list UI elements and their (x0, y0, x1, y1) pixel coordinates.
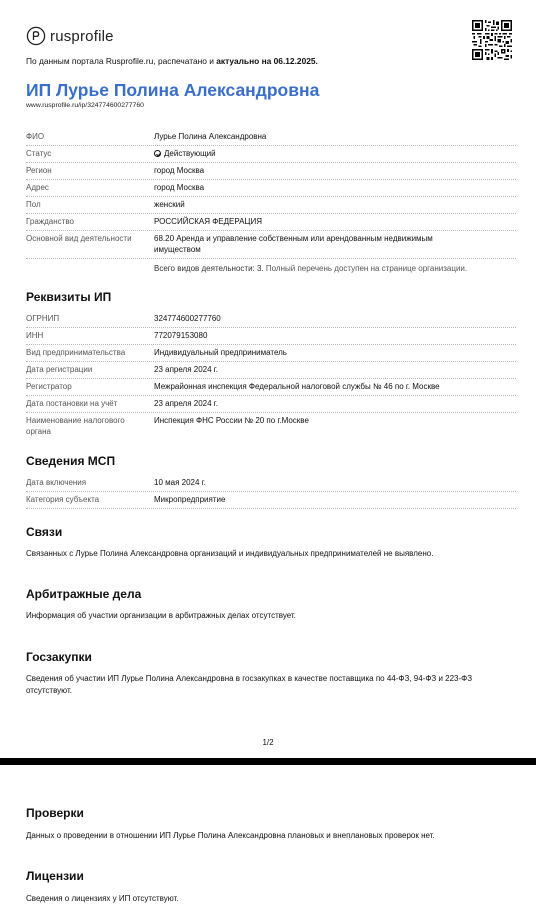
requisites-table (26, 311, 516, 440)
msp-row (26, 475, 516, 492)
req-value: 23 апреля 2024 г. (154, 365, 218, 374)
req-key: Наименование налогового органа (26, 416, 125, 436)
procurement-text: Сведения об участии ИП Лурье Полина Александровна в госзакупках в качестве поставщика по 44-ФЗ, 94-ФЗ и 223-ФЗ отсутствуют. (26, 674, 473, 695)
section-title-licenses: Лицензии (26, 869, 84, 883)
arbitration-text: Информация об участии организации в арбитражных делах отсутствует. (26, 611, 296, 620)
section-title-inspections: Проверки (26, 806, 84, 820)
page-break-divider (0, 758, 536, 765)
req-value: Инспекция ФНС России № 20 по г.Москве (154, 416, 309, 425)
section-title-requisites: Реквизиты ИП (26, 290, 112, 304)
req-value: Индивидуальный предприниматель (154, 348, 287, 357)
req-value: 772079153080 (154, 331, 208, 340)
req-key: Дата постановки на учёт (26, 399, 118, 408)
info-value: город Москва (154, 166, 205, 175)
check-circle-icon (154, 150, 161, 157)
logo-icon (26, 26, 46, 46)
info-key: Регион (26, 166, 52, 175)
section-title-procurement: Госзакупки (26, 650, 92, 664)
status-value: Действующий (164, 149, 216, 158)
req-key: Дата регистрации (26, 365, 93, 374)
info-value: РОССИЙСКАЯ ФЕДЕРАЦИЯ (154, 217, 262, 226)
requisites-row (26, 328, 516, 345)
info-row-fio (26, 129, 516, 146)
activities-note[interactable]: Полный перечень доступен на странице организации. (265, 264, 468, 273)
requisites-row (26, 396, 516, 413)
info-key: Гражданство (26, 217, 74, 226)
requisites-row (26, 345, 516, 362)
logo-text: rusprofile (50, 27, 114, 45)
print-notice (26, 56, 318, 66)
info-value: 68.20 Аренда и управление собственным или арендованным недвижимым имуществом (154, 234, 433, 254)
info-key: Статус (26, 149, 52, 158)
section-title-links: Связи (26, 525, 63, 539)
info-value: Лурье Полина Александровна (154, 132, 267, 141)
notice-prefix: По данным портала Rusprofile.ru, распечатано и (26, 56, 217, 66)
info-row-citizenship (26, 214, 516, 231)
info-key: Пол (26, 200, 41, 209)
info-row-main-activity (26, 231, 516, 259)
msp-value: 10 мая 2024 г. (154, 478, 206, 487)
req-value: 324774600277760 (154, 314, 221, 323)
section-title-arbitration: Арбитражные дела (26, 587, 142, 601)
req-key: ОГРНИП (26, 314, 60, 323)
req-key: Регистратор (26, 382, 72, 391)
requisites-row (26, 362, 516, 379)
page-number: 1/2 (262, 738, 274, 747)
info-row-gender (26, 197, 516, 214)
info-key: Адрес (26, 183, 49, 192)
qr-code-icon (472, 20, 512, 60)
requisites-row (26, 413, 516, 440)
profile-url[interactable]: www.rusprofile.ru/ip/324774600277760 (26, 102, 144, 109)
links-text: Связанных с Лурье Полина Александровна организаций и индивидуальных предпринимателей не выявлено. (26, 549, 434, 558)
msp-key: Дата включения (26, 478, 87, 487)
msp-value: Микропредприятие (154, 495, 226, 504)
msp-table (26, 475, 516, 509)
inspections-text: Данных о проведении в отношении ИП Лурье Полина Александровна плановых и внеплановых проверок нет. (26, 831, 435, 840)
req-value: Межрайонная инспекция Федеральной налоговой службы № 46 по г. Москве (154, 382, 440, 391)
activities-count: Всего видов деятельности: 3. (154, 264, 266, 273)
msp-row (26, 492, 516, 509)
info-row-region (26, 163, 516, 180)
requisites-row (26, 311, 516, 328)
info-value: город Москва (154, 183, 205, 192)
info-key: Основной вид деятельности (26, 234, 132, 243)
page-title: ИП Лурье Полина Александровна (26, 80, 320, 100)
licenses-text: Сведения о лицензиях у ИП отсутствуют. (26, 894, 179, 903)
section-title-msp: Сведения МСП (26, 454, 116, 468)
req-key: ИНН (26, 331, 44, 340)
req-value: 23 апреля 2024 г. (154, 399, 218, 408)
activities-summary (26, 259, 516, 277)
info-row-status (26, 146, 516, 163)
info-value: женский (154, 200, 185, 209)
rusprofile-logo[interactable] (26, 26, 114, 46)
msp-key: Категория субъекта (26, 495, 100, 504)
notice-date: актуально на 06.12.2025. (216, 56, 318, 66)
info-key: ФИО (26, 132, 45, 141)
info-row-address (26, 180, 516, 197)
requisites-row (26, 379, 516, 396)
main-info-table (26, 129, 516, 277)
req-key: Вид предпринимательства (26, 348, 126, 357)
